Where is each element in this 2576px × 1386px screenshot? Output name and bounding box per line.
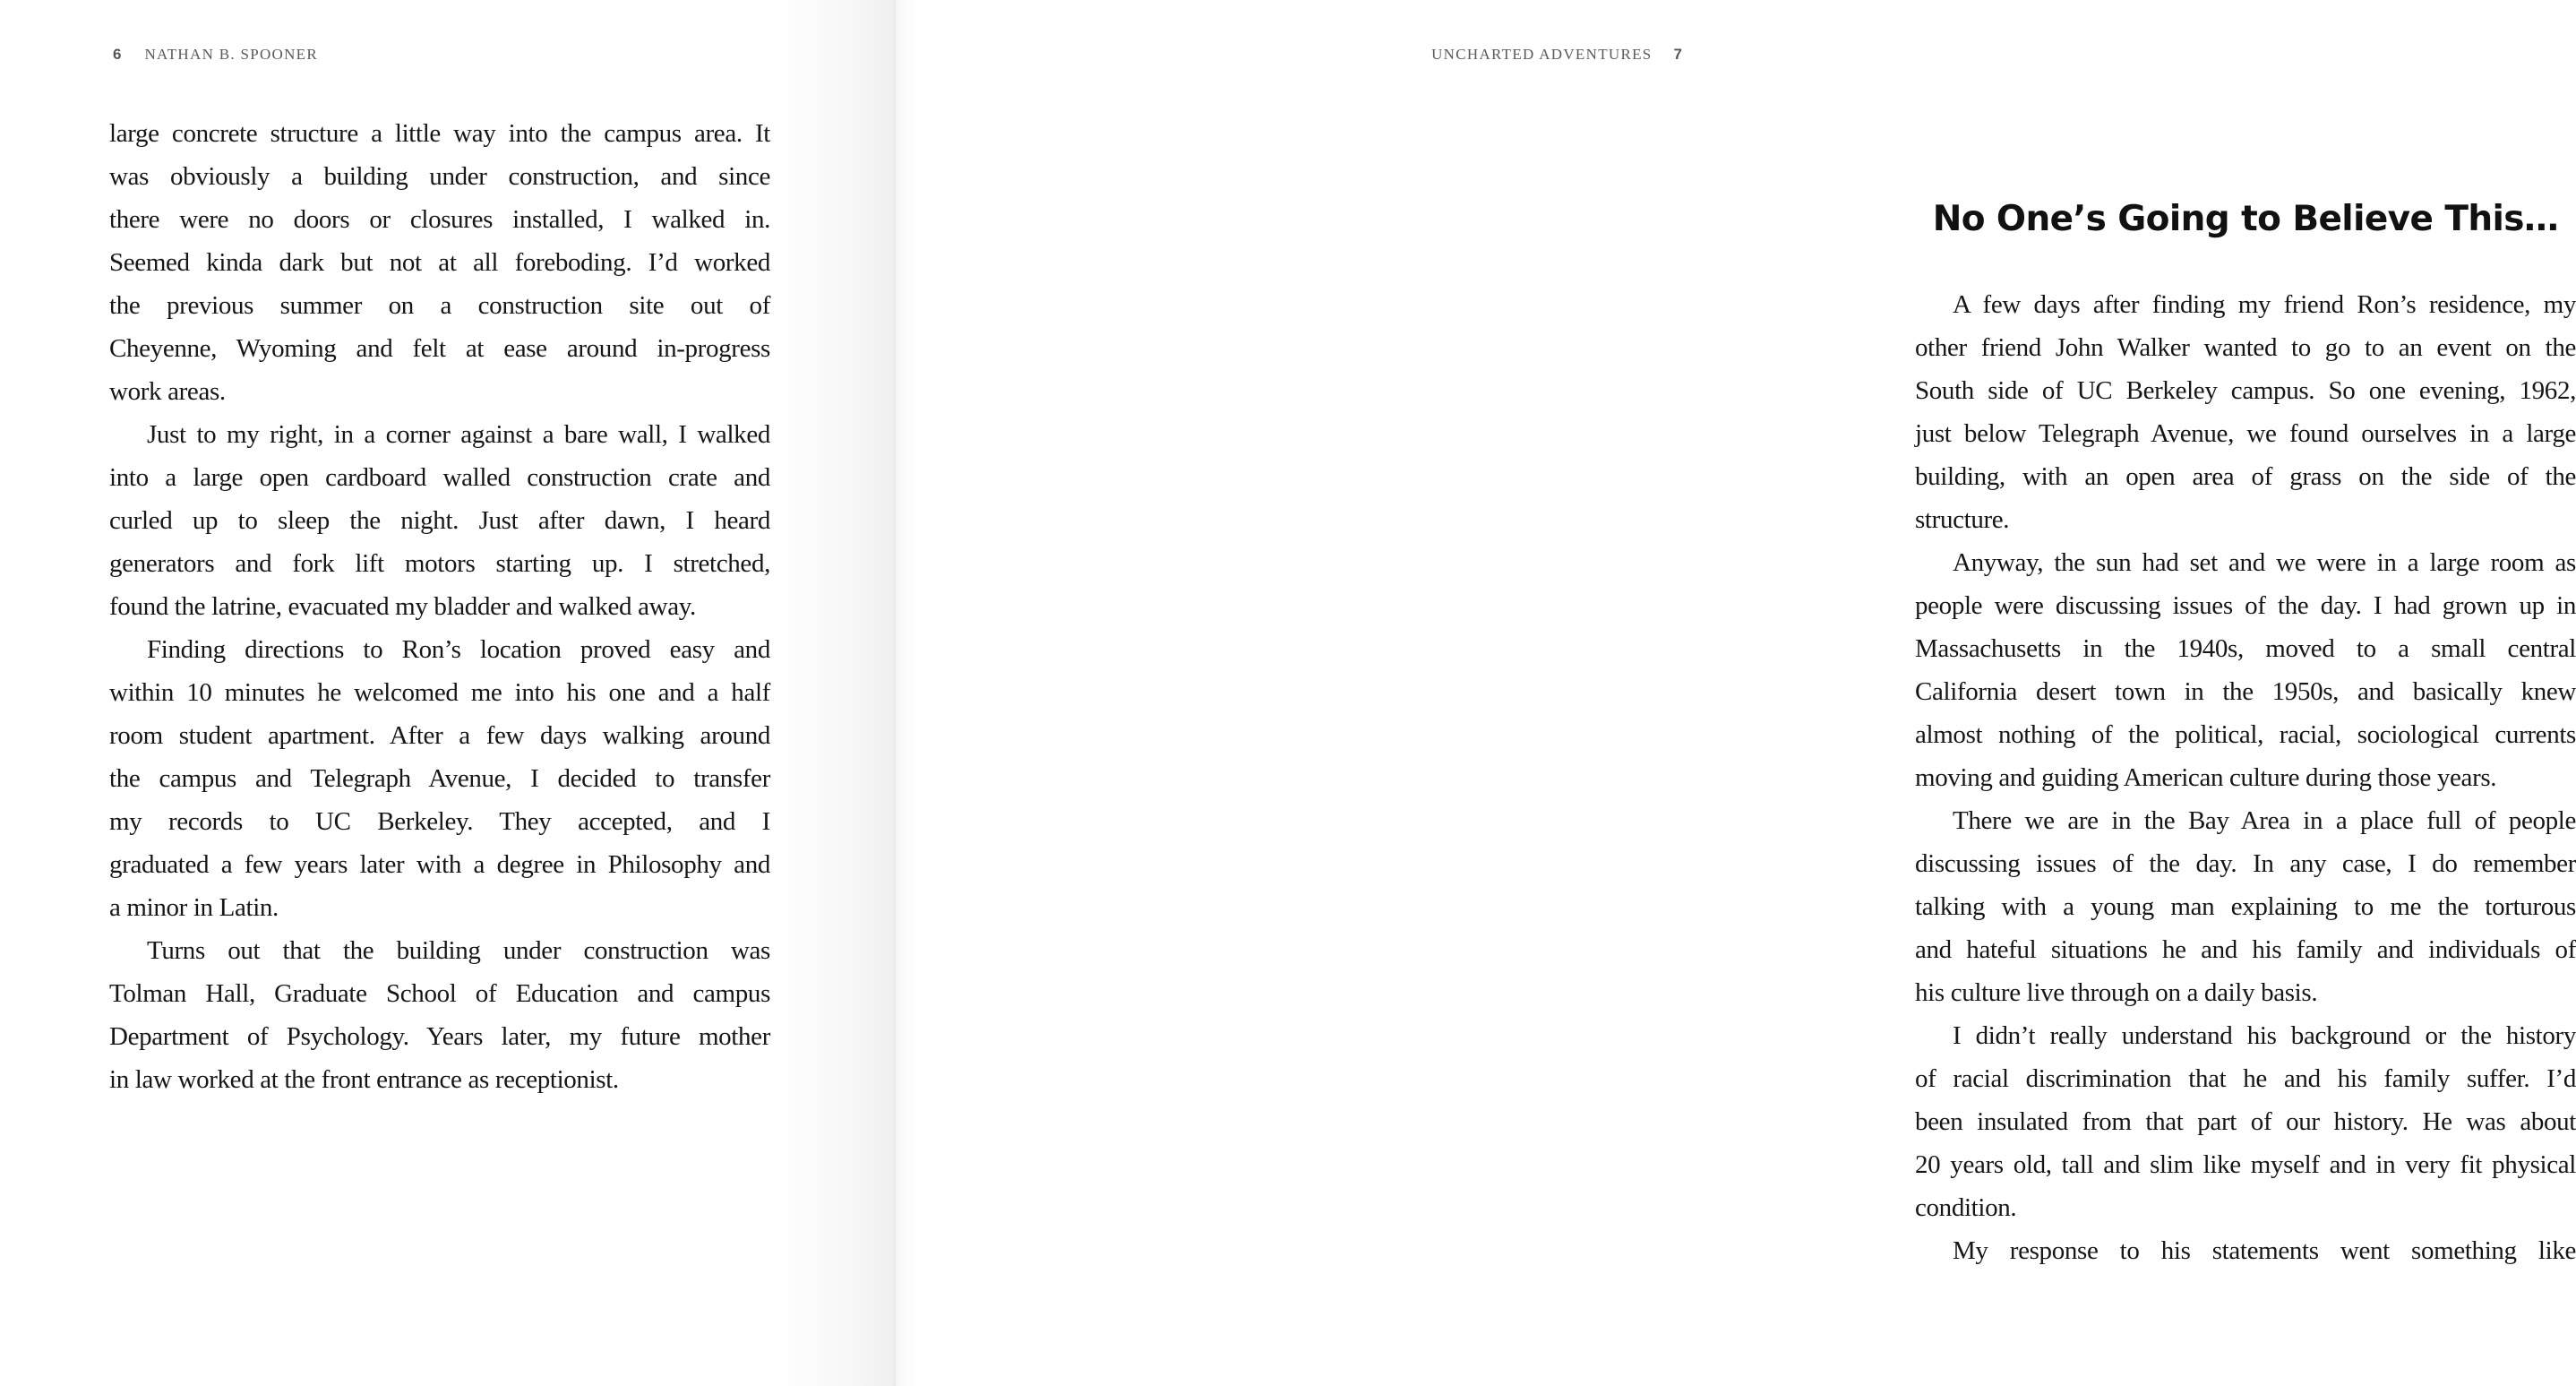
text-line: my records to UC Berkeley. They accepted, and I <box>109 807 770 836</box>
paragraph-first-line: Anyway, the sun had set and we were in a large room as <box>1953 548 2576 577</box>
text-line: found the latrine, evacuated my bladder and walked away. <box>109 592 696 621</box>
text-line: there were no doors or closures installed, I walked in. <box>109 205 770 234</box>
text-line: 20 years old, tall and slim like myself and in very fit physical <box>1915 1150 2576 1179</box>
text-line: moving and guiding American culture during those years. <box>1915 763 2497 792</box>
paragraph-first-line: I didn’t really understand his background or the history <box>1953 1021 2576 1050</box>
text-line: just below Telegraph Avenue, we found ourselves in a large <box>1915 419 2576 448</box>
text-line: people were discussing issues of the day. I had grown up in <box>1915 591 2576 620</box>
right-page[interactable] <box>896 0 2576 1386</box>
text-line: within 10 minutes he welcomed me into his one and a half <box>109 678 770 707</box>
page-number: 6 <box>113 46 122 63</box>
paragraph-first-line: There we are in the Bay Area in a place full of people <box>1953 806 2576 835</box>
text-line: Department of Psychology. Years later, my future mother <box>109 1022 770 1051</box>
text-line: Tolman Hall, Graduate School of Education and campus <box>109 979 770 1008</box>
body-text-right <box>1915 283 2576 1272</box>
text-line: curled up to sleep the night. Just after dawn, I heard <box>109 506 770 535</box>
text-line: South side of UC Berkeley campus. So one evening, 1962, <box>1915 376 2576 405</box>
left-page[interactable] <box>0 0 896 1386</box>
paragraph-first-line: My response to his statements went something like <box>1953 1236 2576 1265</box>
running-head-author: NATHAN B. SPOONER <box>144 46 319 63</box>
paragraph-first-line: A few days after finding my friend Ron’s residence, my <box>1953 290 2576 319</box>
body-text-left <box>109 112 770 1101</box>
paragraph-first-line: Just to my right, in a corner against a bare wall, I walked <box>147 420 770 449</box>
text-line: was obviously a building under construction, and since <box>109 162 770 191</box>
text-line: talking with a young man explaining to me the torturous <box>1915 892 2576 921</box>
text-line: the previous summer on a construction site out of <box>109 291 770 320</box>
text-line: a minor in Latin. <box>109 893 279 922</box>
text-line: work areas. <box>109 377 226 406</box>
running-head-left <box>113 46 318 64</box>
text-line: large concrete structure a little way into the campus area. It <box>109 119 770 148</box>
running-head-book-title: UNCHARTED ADVENTURES <box>1431 46 1653 63</box>
text-line: other friend John Walker wanted to go to an event on the <box>1915 333 2576 362</box>
text-line: into a large open cardboard walled construction crate and <box>109 463 770 492</box>
text-line: graduated a few years later with a degree in Philosophy and <box>109 850 770 879</box>
text-line: Massachusetts in the 1940s, moved to a small central <box>1915 634 2576 663</box>
text-line: structure. <box>1915 505 2010 534</box>
text-line: Seemed kinda dark but not at all foreboding. I’d worked <box>109 248 770 277</box>
text-line: of racial discrimination that he and his family suffer. I’d <box>1915 1064 2576 1093</box>
chapter-title: No One’s Going to Believe This… <box>1932 199 2559 239</box>
paragraph-first-line: Finding directions to Ron’s location proved easy and <box>147 635 770 664</box>
text-line: and hateful situations he and his family and individuals of <box>1915 935 2576 964</box>
page-number: 7 <box>1673 46 1682 63</box>
text-line: room student apartment. After a few days walking around <box>109 721 770 750</box>
paragraph-first-line: Turns out that the building under construction was <box>147 936 770 965</box>
running-head-right <box>1431 46 1682 64</box>
text-line: in law worked at the front entrance as receptionist. <box>109 1065 619 1094</box>
text-line: the campus and Telegraph Avenue, I decided to transfer <box>109 764 770 793</box>
text-line: Cheyenne, Wyoming and felt at ease around in-progress <box>109 334 770 363</box>
text-line: condition. <box>1915 1193 2017 1222</box>
text-line: been insulated from that part of our history. He was about <box>1915 1107 2576 1136</box>
text-line: his culture live through on a daily basis. <box>1915 978 2318 1007</box>
text-line: building, with an open area of grass on the side of the <box>1915 462 2576 491</box>
text-line: discussing issues of the day. In any case, I do remember <box>1915 849 2576 878</box>
text-line: almost nothing of the political, racial, sociological currents <box>1915 720 2576 749</box>
text-line: generators and fork lift motors starting up. I stretched, <box>109 549 770 578</box>
text-line: California desert town in the 1950s, and basically knew <box>1915 677 2576 706</box>
